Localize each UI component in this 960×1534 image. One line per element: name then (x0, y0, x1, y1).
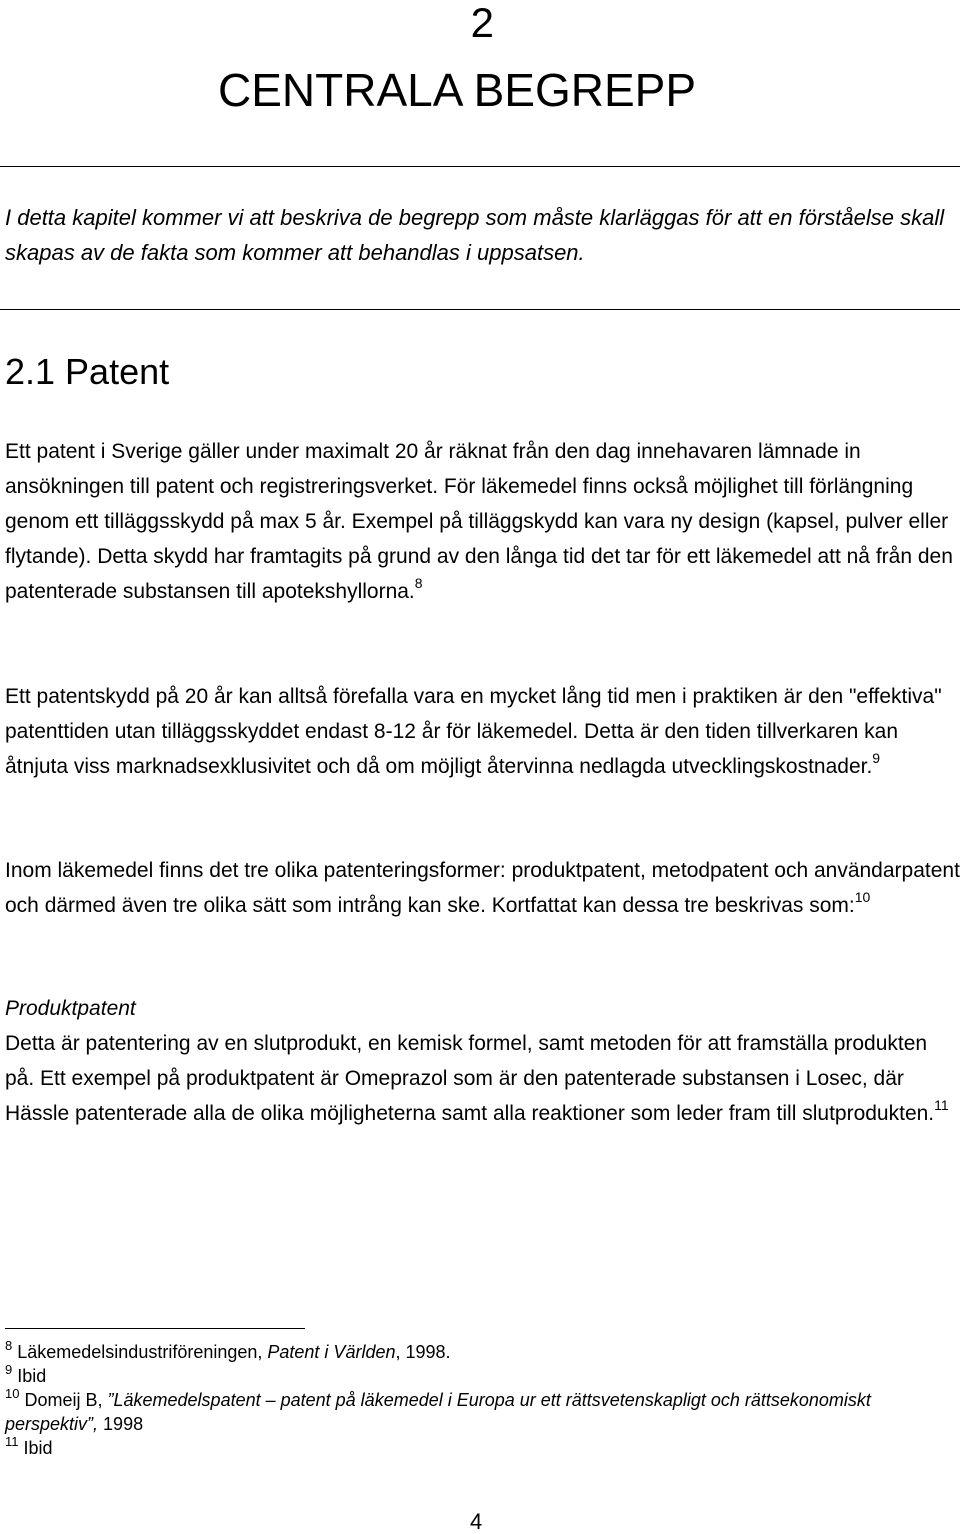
paragraph-2 (5, 679, 960, 784)
paragraph-4 (5, 1026, 960, 1131)
footnote-number: 9 (5, 1362, 13, 1377)
footnote-separator (5, 1328, 305, 1329)
footnote-ref[interactable]: 11 (934, 1097, 949, 1113)
paragraph-2-text: Ett patentskydd på 20 år kan alltså förefalla vara en mycket lång tid men i praktiken är den "effektiva" patenttiden utan tilläggsskyddet endast 8-12 år för läkemedel. Detta är den tiden tillverkaren kan åtnjuta viss marknadsexklusivitet och då om möjligt återvinna nedlagda utvecklingskostnader. (5, 685, 942, 778)
paragraph-1-text: Ett patent i Sverige gäller under maximalt 20 år räknat från den dag innehavaren lämnade in ansökningen till patent och registreringsverket. För läkemedel finns också möjlighet till förlängning genom ett tilläggsskydd på max 5 år. Exempel på tilläggskydd kan vara ny design (kapsel, pulver eller flytande). Detta skydd har framtagits på grund av den långa tid det tar för ett läkemedel att nå från den patenterade substansen till apotekshyllorna. (5, 440, 953, 603)
footnote-title: ”Läkemedelspatent – patent på läkemedel i Europa ur ett rättsvetenskapligt och rättsekonomiskt perspektiv”, (5, 1390, 871, 1434)
footnote-text: Läkemedelsindustriföreningen, (12, 1342, 268, 1362)
subheading-produktpatent: Produktpatent (5, 997, 136, 1020)
paragraph-4-text: Detta är patentering av en slutprodukt, en kemisk formel, samt metoden för att framställa produkten på. Ett exempel på produktpatent är Omeprazol som är den patenterade substansen i Losec, där Hässle patenterade alla de olika möjligheterna samt alla reaktioner som leder fram till slutprodukten. (5, 1032, 935, 1125)
footnote-ref[interactable]: 9 (872, 750, 881, 766)
footnotes (5, 1340, 955, 1460)
footnote-ref[interactable]: 8 (414, 575, 423, 591)
footnote-item (5, 1364, 955, 1388)
footnote-text: , 1998. (395, 1342, 451, 1362)
footnote-text: 1998 (98, 1414, 144, 1434)
page-number: 4 (470, 1509, 483, 1534)
footnote-item (5, 1436, 955, 1460)
paragraph-3 (5, 853, 960, 923)
paragraph-3-text: Inom läkemedel finns det tre olika patenteringsformer: produktpatent, metodpatent och användarpatent och därmed även tre olika sätt som intrång kan ske. Kortfattat kan dessa tre beskrivas som: (5, 859, 960, 917)
footnote-item (5, 1388, 955, 1436)
footnote-text: Domeij B, (19, 1390, 108, 1410)
section-title: 2.1 Patent (5, 351, 170, 392)
chapter-title: CENTRALA BEGREPP (218, 64, 697, 116)
chapter-number: 2 (470, 0, 494, 46)
footnote-text: Ibid (12, 1366, 47, 1386)
paragraph-1 (5, 434, 960, 609)
footnote-text: Ibid (18, 1438, 53, 1458)
footnote-title: Patent i Världen (267, 1342, 396, 1362)
footnote-number: 11 (5, 1434, 19, 1449)
intro-rule (0, 309, 960, 310)
footnote-ref[interactable]: 10 (854, 889, 871, 905)
footnote-item (5, 1340, 955, 1364)
top-rule (0, 166, 960, 167)
footnote-number: 8 (5, 1338, 13, 1353)
chapter-intro: I detta kapitel kommer vi att beskriva de begrepp som måste klarläggas för att en förståelse skall skapas av de fakta som kommer att behandlas i uppsatsen. (5, 205, 945, 265)
footnote-number: 10 (5, 1386, 20, 1401)
